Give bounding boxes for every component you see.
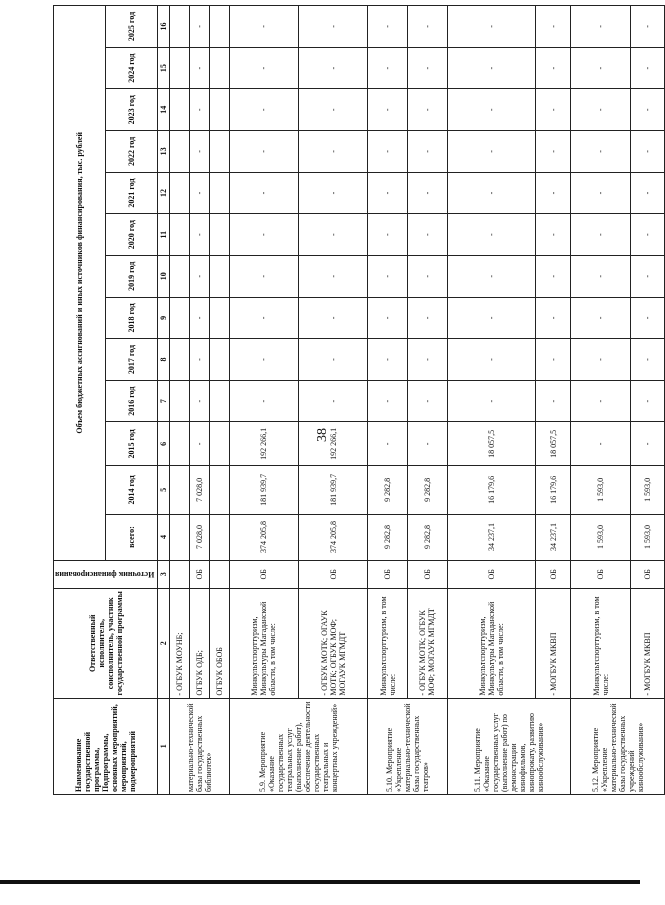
year-value-cell: -: [535, 214, 570, 256]
source-cell: ОБ: [407, 560, 447, 588]
total-cell: 374 205,8: [299, 514, 368, 560]
activity-name-cell: 5.12. Мероприятие «Укрепление материально-технической базы государственных учреждений кинообслуживания»: [571, 698, 665, 794]
year-value-cell: [209, 172, 229, 214]
year-value-cell: [209, 47, 229, 89]
year-value-cell: -: [368, 89, 408, 131]
year-value-cell: -: [631, 172, 665, 214]
year-value-cell: -: [299, 172, 368, 214]
year-value-cell: -: [299, 89, 368, 131]
financing-table: [53, 5, 665, 795]
year-value-cell: -: [535, 6, 570, 48]
column-index: 13: [158, 131, 170, 173]
year-value-cell: -: [407, 380, 447, 422]
year-value-cell: -: [447, 214, 535, 256]
column-index: 7: [158, 380, 170, 422]
column-index: 12: [158, 172, 170, 214]
year-value-cell: 9 282,8: [407, 466, 447, 514]
year-value-cell: -: [368, 214, 408, 256]
column-index: 16: [158, 6, 170, 48]
year-value-cell: -: [407, 255, 447, 297]
activity-name-cell: 5.9. Мероприятие «Оказание государственных театральных услуг (выполнение работ), обеспечение деятельности государственных театральных и концертных учреждений»: [229, 698, 368, 794]
year-value-cell: -: [407, 214, 447, 256]
year-value-cell: -: [407, 422, 447, 466]
total-cell: 1 593,0: [571, 514, 631, 560]
year-value-cell: -: [571, 255, 631, 297]
year-value-cell: -: [571, 422, 631, 466]
column-index: 2: [158, 589, 170, 699]
year-value-cell: [170, 47, 190, 89]
activity-name-cell: 5.11. Мероприятие «Оказание государственных услуг (выполнение работ) по демонстрации кинофильмов, кинопрокату, развитию кинообслуживания»: [447, 698, 571, 794]
table-row: [190, 6, 210, 795]
year-value-cell: -: [535, 172, 570, 214]
year-value-cell: 18 057,5: [447, 422, 535, 466]
header-year: 2019 год: [106, 255, 158, 297]
table-row: [407, 6, 447, 795]
source-cell: ОБ: [631, 560, 665, 588]
activity-name-cell: 5.10. Мероприятие «Укрепление материально-технической базы государственных театров»: [368, 698, 447, 794]
year-value-cell: -: [535, 131, 570, 173]
executor-cell: - МОГБУК МКВП: [631, 589, 665, 699]
year-value-cell: -: [535, 297, 570, 339]
year-value-cell: -: [368, 172, 408, 214]
source-cell: ОБ: [535, 560, 570, 588]
column-index: 1: [158, 698, 170, 794]
executor-cell: - ОГБУК МОУНБ;: [170, 589, 190, 699]
header-year: 2021 год: [106, 172, 158, 214]
year-value-cell: [209, 6, 229, 48]
year-value-cell: [209, 131, 229, 173]
year-value-cell: -: [229, 380, 298, 422]
total-cell: [209, 514, 229, 560]
total-cell: 374 205,8: [229, 514, 298, 560]
header-year: 2020 год: [106, 214, 158, 256]
year-value-cell: [209, 89, 229, 131]
header-year: 2022 год: [106, 131, 158, 173]
year-value-cell: -: [407, 297, 447, 339]
year-value-cell: -: [368, 6, 408, 48]
year-value-cell: -: [299, 297, 368, 339]
year-value-cell: -: [407, 6, 447, 48]
year-value-cell: -: [535, 380, 570, 422]
year-value-cell: [170, 131, 190, 173]
header-year: 2017 год: [106, 339, 158, 381]
year-value-cell: -: [407, 172, 447, 214]
year-value-cell: -: [190, 89, 210, 131]
year-value-cell: 181 939,7: [229, 466, 298, 514]
executor-cell: - ОГБУК МОТК; ОГАУК МОТК; ОГБУК МОФ; МОГАУК МГМДТ: [299, 589, 368, 699]
column-index: 11: [158, 214, 170, 256]
header-year: 2024 год: [106, 47, 158, 89]
year-value-cell: -: [571, 89, 631, 131]
year-value-cell: [209, 422, 229, 466]
header-total: всего:: [106, 514, 158, 560]
column-index: 14: [158, 89, 170, 131]
year-value-cell: -: [447, 47, 535, 89]
year-value-cell: [209, 339, 229, 381]
year-value-cell: -: [535, 47, 570, 89]
year-value-cell: -: [571, 297, 631, 339]
column-index: 10: [158, 255, 170, 297]
year-value-cell: [170, 172, 190, 214]
year-value-cell: -: [229, 255, 298, 297]
year-value-cell: -: [299, 6, 368, 48]
year-value-cell: -: [571, 6, 631, 48]
table-row: [447, 6, 535, 795]
year-value-cell: [209, 214, 229, 256]
year-value-cell: -: [571, 131, 631, 173]
year-value-cell: [170, 89, 190, 131]
year-value-cell: -: [299, 380, 368, 422]
activity-name-cell: материально-технической базы государственных библиотек»: [170, 698, 229, 794]
year-value-cell: -: [631, 339, 665, 381]
year-value-cell: -: [368, 47, 408, 89]
year-value-cell: -: [299, 47, 368, 89]
year-value-cell: [209, 255, 229, 297]
executor-cell: Минкультспорттуризм, в том числе:: [571, 589, 631, 699]
year-value-cell: -: [631, 214, 665, 256]
year-value-cell: -: [447, 89, 535, 131]
year-value-cell: [209, 380, 229, 422]
year-value-cell: [209, 297, 229, 339]
year-value-cell: -: [368, 297, 408, 339]
year-value-cell: -: [631, 422, 665, 466]
year-value-cell: 1 593,0: [631, 466, 665, 514]
header-year: 2025 год: [106, 6, 158, 48]
total-cell: 1 593,0: [631, 514, 665, 560]
year-value-cell: 18 057,5: [535, 422, 570, 466]
year-value-cell: [170, 380, 190, 422]
year-value-cell: -: [368, 380, 408, 422]
source-cell: [209, 560, 229, 588]
header-year: 2016 год: [106, 380, 158, 422]
table-row: [368, 6, 408, 795]
year-value-cell: [170, 339, 190, 381]
year-value-cell: -: [190, 339, 210, 381]
column-index: 6: [158, 422, 170, 466]
year-value-cell: 181 939,7: [299, 466, 368, 514]
year-value-cell: -: [447, 131, 535, 173]
column-index: 3: [158, 560, 170, 588]
year-value-cell: -: [299, 339, 368, 381]
year-value-cell: -: [229, 214, 298, 256]
year-value-cell: -: [571, 339, 631, 381]
year-value-cell: -: [299, 255, 368, 297]
year-value-cell: [209, 466, 229, 514]
year-value-cell: -: [190, 6, 210, 48]
column-index: 5: [158, 466, 170, 514]
year-value-cell: -: [571, 380, 631, 422]
total-cell: [170, 514, 190, 560]
year-value-cell: -: [535, 89, 570, 131]
year-value-cell: -: [368, 339, 408, 381]
table-row: [209, 6, 229, 795]
table-row: [535, 6, 570, 795]
rotated-table-wrapper: [53, 5, 653, 795]
year-value-cell: -: [368, 422, 408, 466]
executor-cell: ОГБУК ОДБ;: [190, 589, 210, 699]
year-value-cell: -: [190, 380, 210, 422]
year-value-cell: -: [299, 214, 368, 256]
year-value-cell: -: [190, 422, 210, 466]
year-value-cell: -: [447, 6, 535, 48]
year-value-cell: -: [447, 297, 535, 339]
year-value-cell: -: [407, 89, 447, 131]
executor-cell: - МОГБУК МКВП: [535, 589, 570, 699]
year-value-cell: -: [407, 339, 447, 381]
year-value-cell: -: [447, 172, 535, 214]
total-cell: 9 282,8: [407, 514, 447, 560]
year-value-cell: 1 593,0: [571, 466, 631, 514]
year-value-cell: -: [571, 172, 631, 214]
year-value-cell: -: [631, 297, 665, 339]
year-value-cell: 192 266,1: [299, 422, 368, 466]
year-value-cell: [170, 214, 190, 256]
year-value-cell: -: [190, 214, 210, 256]
header-source: [54, 560, 158, 588]
page-number: 38: [315, 428, 330, 442]
year-value-cell: -: [368, 131, 408, 173]
header-year: 2014 год: [106, 466, 158, 514]
header-name: Наименование государственной программы, Подпрограммы, основных мероприятий, мероприятий, подмероприятий: [54, 698, 158, 794]
header-funding-group: Объем бюджетных ассигнований и иных источников финансирования, тыс. рублей: [54, 6, 106, 561]
year-value-cell: -: [190, 297, 210, 339]
year-value-cell: -: [631, 89, 665, 131]
year-value-cell: -: [447, 255, 535, 297]
page-bottom-rule: [0, 880, 640, 884]
year-value-cell: -: [190, 131, 210, 173]
year-value-cell: -: [229, 297, 298, 339]
year-value-cell: -: [631, 47, 665, 89]
year-value-cell: -: [229, 131, 298, 173]
year-value-cell: -: [631, 255, 665, 297]
column-index: 15: [158, 47, 170, 89]
year-value-cell: -: [631, 131, 665, 173]
year-value-cell: -: [535, 255, 570, 297]
year-value-cell: -: [229, 172, 298, 214]
year-value-cell: -: [229, 6, 298, 48]
total-cell: 34 237,1: [535, 514, 570, 560]
header-year: 2015 год: [106, 422, 158, 466]
header-year: 2023 год: [106, 89, 158, 131]
year-value-cell: [170, 422, 190, 466]
year-value-cell: -: [190, 172, 210, 214]
source-cell: ОБ: [571, 560, 631, 588]
year-value-cell: -: [368, 255, 408, 297]
executor-cell: Минкультспорттуризм, в том числе:: [368, 589, 408, 699]
year-value-cell: [170, 297, 190, 339]
year-value-cell: -: [535, 339, 570, 381]
source-cell: ОБ: [190, 560, 210, 588]
executor-cell: Минкультспорттуризм, Минкультуры Магаданской области, в том числе:: [447, 589, 535, 699]
year-value-cell: -: [631, 6, 665, 48]
header-source-text: Источник финансирования: [55, 569, 155, 579]
executor-cell: ОГБУК ОБОБ: [209, 589, 229, 699]
executor-cell: Минкультспорттуризм, Минкультуры Магаданской области, в том числе:: [229, 589, 298, 699]
executor-cell: - ОГБУК МОТК; ОГБУК МОФ; МОГАУК МГМДТ: [407, 589, 447, 699]
table-row: [631, 6, 665, 795]
year-value-cell: 192 266,1: [229, 422, 298, 466]
total-cell: 7 028,0: [190, 514, 210, 560]
year-value-cell: -: [190, 47, 210, 89]
year-value-cell: -: [571, 214, 631, 256]
year-value-cell: -: [571, 47, 631, 89]
table-row: [571, 6, 631, 795]
total-cell: 34 237,1: [447, 514, 535, 560]
year-value-cell: -: [631, 380, 665, 422]
table-row: [170, 6, 190, 795]
year-value-cell: 16 179,6: [447, 466, 535, 514]
table-row: [299, 6, 368, 795]
year-value-cell: -: [407, 47, 447, 89]
source-cell: ОБ: [229, 560, 298, 588]
source-cell: [170, 560, 190, 588]
year-value-cell: -: [229, 47, 298, 89]
header-executor: Ответственный исполнитель, соисполнитель, участник государственной программы: [54, 589, 158, 699]
column-index: 9: [158, 297, 170, 339]
year-value-cell: [170, 6, 190, 48]
source-cell: ОБ: [447, 560, 535, 588]
total-cell: 9 282,8: [368, 514, 408, 560]
column-index: 8: [158, 339, 170, 381]
year-value-cell: [170, 466, 190, 514]
year-value-cell: -: [447, 339, 535, 381]
header-year: 2018 год: [106, 297, 158, 339]
year-value-cell: -: [229, 339, 298, 381]
year-value-cell: [170, 255, 190, 297]
year-value-cell: -: [190, 255, 210, 297]
year-value-cell: -: [229, 89, 298, 131]
year-value-cell: -: [299, 131, 368, 173]
column-index: 4: [158, 514, 170, 560]
year-value-cell: -: [447, 380, 535, 422]
year-value-cell: 16 179,6: [535, 466, 570, 514]
source-cell: ОБ: [299, 560, 368, 588]
source-cell: ОБ: [368, 560, 408, 588]
year-value-cell: 9 282,8: [368, 466, 408, 514]
year-value-cell: -: [407, 131, 447, 173]
year-value-cell: 7 028,0: [190, 466, 210, 514]
table-row: [229, 6, 298, 795]
